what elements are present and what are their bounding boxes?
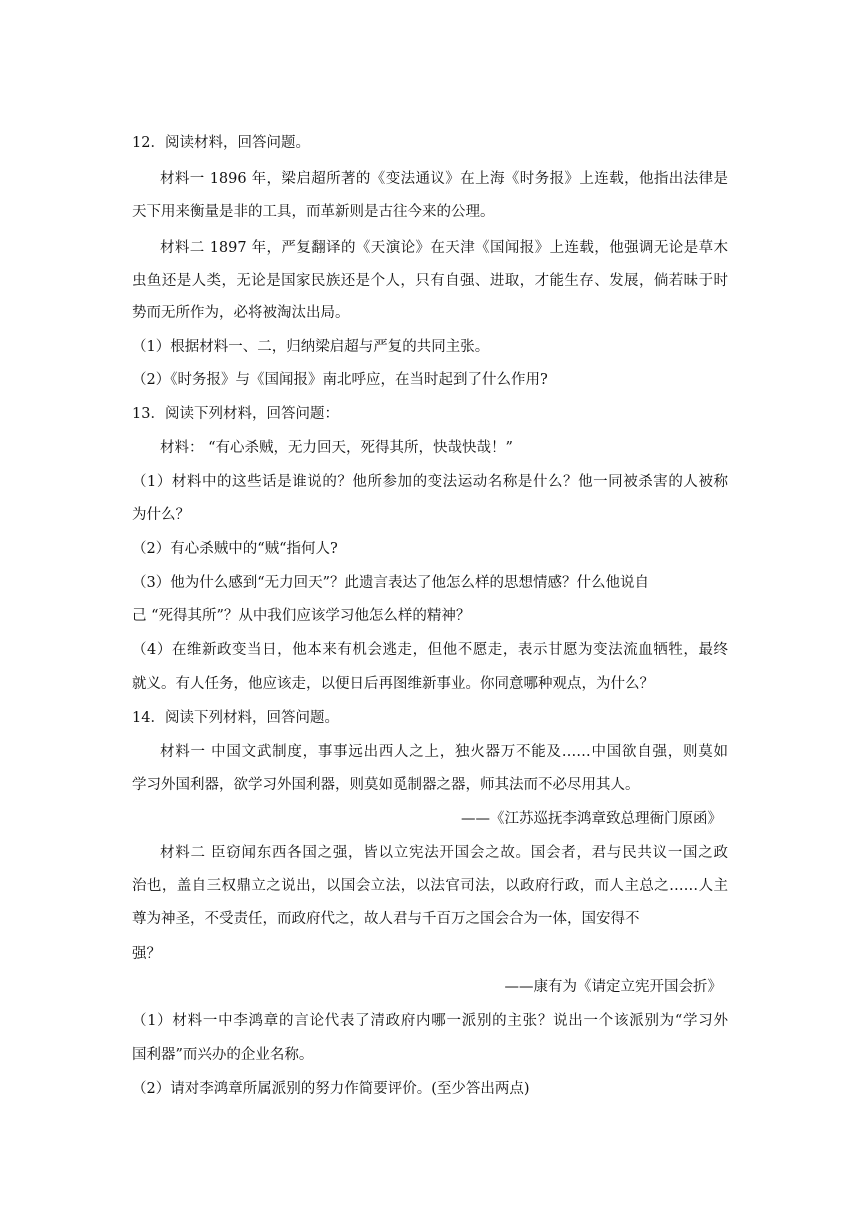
q14-material-2-line-3: 尊为神圣，不受责任，而政府代之，故人君与千百万之国会合为一体，国安得不: [132, 911, 640, 927]
q13-subquestion-3-line-1: （3）他为什么感到“无力回天”？此遗言表达了他怎么样的思想情感？什么他说自: [132, 575, 650, 591]
q13-subquestion-2: （2）有心杀贼中的“贼“指何人?: [132, 541, 338, 557]
q14-subquestion-1-line-1: （1）材料一中李鸿章的言论代表了清政府内哪一派别的主张？说出一个该派别为“学习外: [132, 1013, 728, 1029]
q12-subquestion-1: （1）根据材料一、二，归纳梁启超与严复的共同主张。: [132, 339, 490, 355]
q13-subquestion-3-line-2: 己 “死得其所”？从中我们应该学习他怎么样的精神？: [132, 608, 471, 624]
q12-material-2-line-2: 虫鱼还是人类，无论是国家民族还是个人，只有自强、进取，才能生存、发展，倘若昧于时: [132, 273, 728, 289]
q13-subquestion-4-line-1: （4）在维新政变当日，他本来有机会逃走，但他不愿走，表示甘愿为变法流血牺牲，最终: [132, 642, 728, 658]
q13-subquestion-4-line-2: 就义。有人任务，他应该走，以便日后再图维新事业。你同意哪种观点，为什么？: [132, 676, 654, 692]
q14-material-1-line-1: 材料一 中国文武制度，事事远出西人之上，独火器万不能及……中国欲自强，则莫如: [160, 744, 728, 760]
q12-subquestion-2: （2）《时务报》与《国闻报》南北呼应，在当时起到了什么作用?: [132, 372, 548, 388]
q12-material-1-line-1: 材料一 1896 年，梁启超所著的《变法通议》在上海《时务报》上连载，他指出法律是: [160, 171, 728, 187]
question-14-title: 14．阅读下列材料，回答问题。: [132, 710, 339, 726]
q14-material-1-source: ——《江苏巡抚李鸿章致总理衙门原函》: [461, 811, 722, 827]
q14-material-2-line-4: 强？: [132, 946, 161, 962]
q12-material-2-line-1: 材料二 1897 年，严复翻译的《天演论》在天津《国闻报》上连载，他强调无论是草木: [160, 240, 728, 256]
q14-subquestion-1-line-2: 国利器”而兴办的企业名称。: [132, 1047, 314, 1063]
q13-material: 材料： “有心杀贼，无力回天，死得其所，快哉快哉！”: [160, 440, 513, 456]
q14-material-2-line-1: 材料二 臣窃闻东西各国之强，皆以立宪法开国会之故。国会者，君与民共议一国之政: [160, 845, 728, 861]
q14-material-2-line-2: 治也，盖自三权鼎立之说出，以国会立法，以法官司法，以政府行政，而人主总之……人主: [132, 878, 728, 894]
q13-subquestion-1-line-2: 为什么？: [132, 507, 190, 523]
q14-material-1-line-2: 学习外国利器，欲学习外国利器，则莫如觅制器之器，师其法而不必尽用其人。: [132, 777, 640, 793]
question-13-title: 13．阅读下列材料，回答问题：: [132, 406, 339, 422]
q12-material-1-line-2: 天下用来衡量是非的工具，而革新则是古往今来的公理。: [132, 204, 495, 220]
q13-subquestion-1-line-1: （1）材料中的这些话是谁说的？他所参加的变法运动名称是什么？他一同被杀害的人被称: [132, 474, 728, 490]
question-12-title: 12．阅读材料，回答问题。: [132, 135, 310, 151]
q12-material-2-line-3: 势而无所作为，必将被淘汰出局。: [132, 305, 350, 321]
q14-subquestion-2: （2）请对李鸿章所属派别的努力作简要评价。(至少答出两点): [132, 1081, 530, 1097]
q14-material-2-source: ——康有为《请定立宪开国会折》: [504, 979, 722, 995]
